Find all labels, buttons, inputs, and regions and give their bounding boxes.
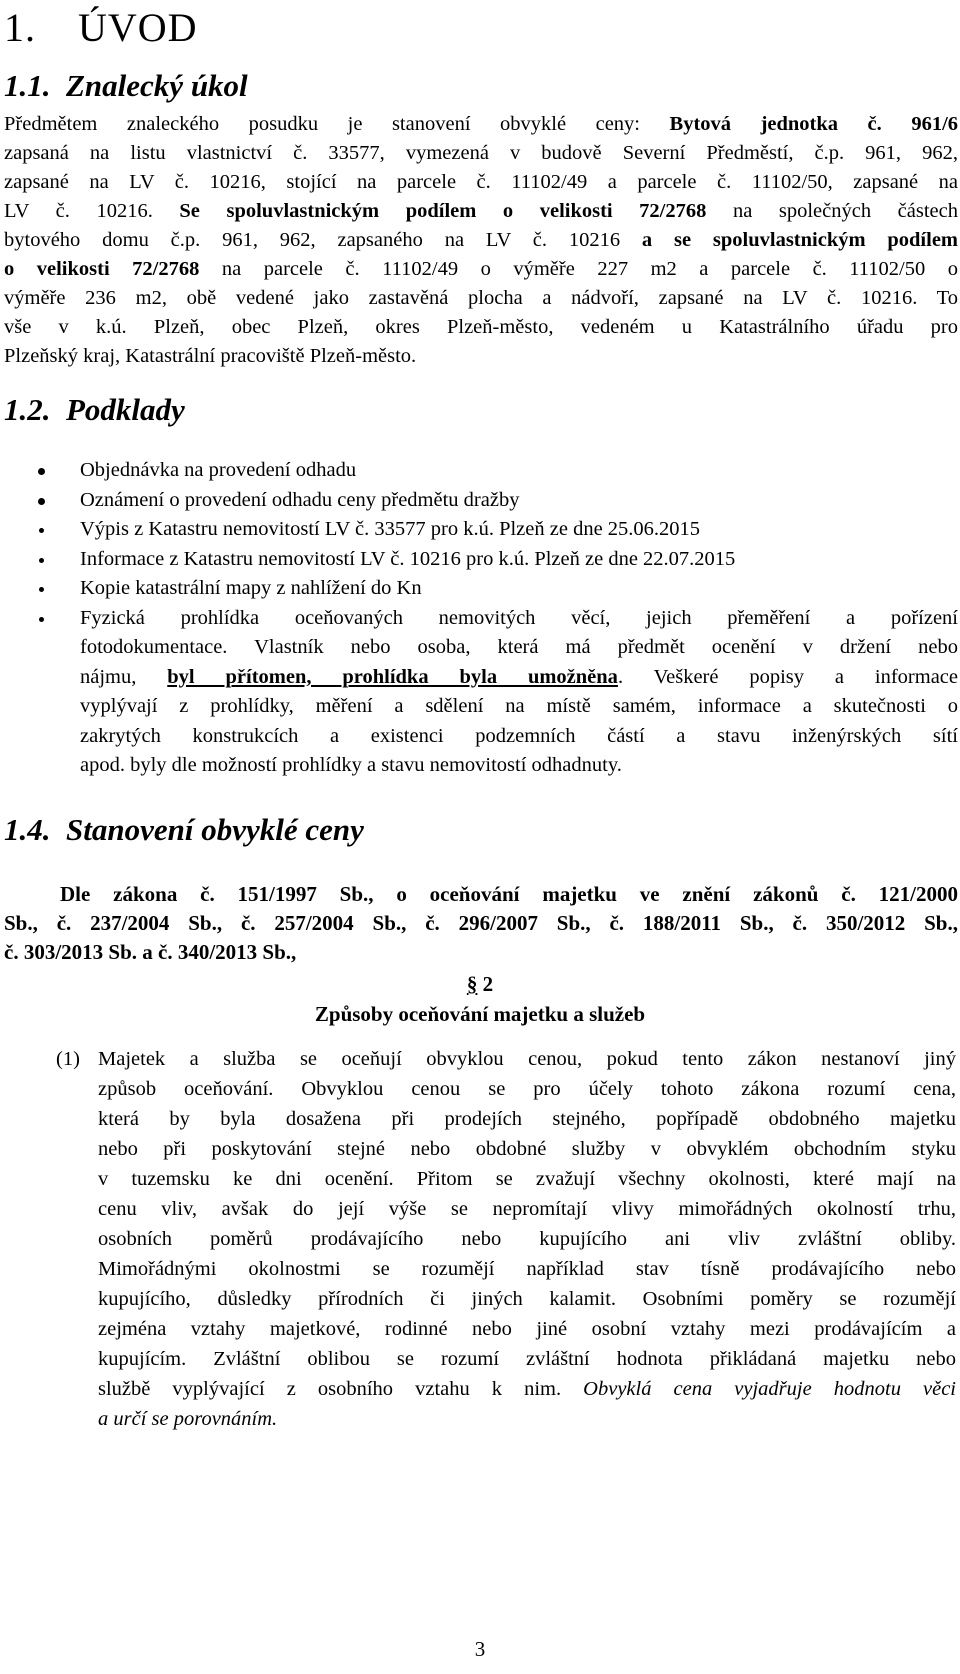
chapter-number: 1. (4, 5, 36, 50)
section-heading-docs (4, 392, 185, 428)
text-line: bytového domu č.p. 961, 962, zapsaného na LV č. 10216 a se spoluvlastnickým podílem (4, 229, 958, 251)
list-item: Kopie katastrální mapy z nahlížení do Kn (0, 574, 958, 604)
section-title: Znalecký úkol (66, 68, 248, 103)
section-number: 1.1. (4, 68, 51, 103)
text-line: zapsané na LV č. 10216, stojící na parcele č. 11102/49 a parcele č. 11102/50, zapsané na (4, 171, 958, 193)
section-number: 1.2. (4, 392, 51, 427)
section-heading-task (4, 68, 248, 104)
intro-paragraph (4, 110, 958, 371)
list-item: Fyzická prohlídka oceňovaných nemovitých věcí, jejich přeměření a pořízení fotodokumentace. Vlastník nebo osoba, která má předmět ocenění v držení nebo nájmu, byl přítomen, prohlídka byla umožněna. Veškeré popisy a informace vyplývají z prohlídky, měření a sdělení na místě samém, informace a skutečnosti o zakrytých konstrukcích a existenci podzemních částí a stavu inženýrských sítí apod. byly dle možností prohlídky a stavu nemovitostí odhadnuty. (0, 604, 958, 781)
bullet-icon (39, 587, 44, 592)
list-item: Oznámení o provedení odhadu ceny předmětu dražby (0, 486, 958, 516)
underlined-statement: byl přítomen, prohlídka byla umožněna (167, 665, 618, 688)
text-line: výměře 236 m2, obě vedené jako zastavěná plocha a nádvoří, zapsané na LV č. 10216. To (4, 287, 958, 309)
law-clause: (1) Majetek a služba se oceňují obvyklou cenou, pokud tento zákon nestanoví jiný způsob oceňování. Obvyklou cenou se pro účely tohoto zákona rozumí cena, která by byla dosažena při prodejích stejného, popřípadě obdobného majetku nebo při poskytování stejné nebo obdobné služby v obvyklém obchodním styku v tuzemsku ke dni ocenění. Přitom se zvažují všechny okolnosti, které mají na cenu vliv, avšak do její výše se nepromítají vlivy mimořádných okolností trhu, osobních poměrů prodávajícího nebo kupujícího ani vliv zvláštní obliby. Mimořádnými okolnostmi se rozumějí například stav tísně prodávajícího nebo kupujícího, důsledky přírodních či jiných kalamit. Osobními poměry se rozumějí zejména vztahy majetkové, rodinné nebo jiné osobní vztahy mezi prodávajícím a kupujícím. Zvláštní oblibou se rozumí zvláštní hodnota přikládaná majetku nebo službě vyplývající z osobního vztahu k nim. Obvyklá cena vyjadřuje hodnotu věci a určí se porovnáním. (56, 1044, 956, 1434)
section-title: Podklady (66, 392, 185, 427)
bullet-icon (38, 468, 45, 475)
bullet-icon (39, 617, 44, 622)
text-line: vše v k.ú. Plzeň, obec Plzeň, okres Plzeň-město, vedeném u Katastrálního úřadu pro (4, 316, 958, 338)
law-reference: Dle zákona č. 151/1997 Sb., o oceňování majetku ve znění zákonů č. 121/2000 Sb., č. 237/2004 Sb., č. 257/2004 Sb., č. 296/2007 Sb., č. 188/2011 Sb., č. 350/2012 Sb., č. 303/2013 Sb. a č. 340/2013 Sb., (4, 882, 958, 964)
text-line: LV č. 10216. Se spoluvlastnickým podílem o velikosti 72/2768 na společných částech (4, 200, 958, 222)
bullet-icon (39, 528, 44, 533)
text-line: o velikosti 72/2768 na parcele č. 11102/49 o výměře 227 m2 a parcele č. 11102/50 o (4, 258, 958, 280)
paragraph-symbol: § 2 (466, 972, 494, 996)
text-line: Plzeňský kraj, Katastrální pracoviště Plzeň-město. (4, 345, 417, 367)
chapter-heading (4, 4, 198, 51)
section-heading-price (4, 812, 364, 848)
list-item: Objednávka na provedení odhadu (0, 456, 958, 486)
page-number: 3 (474, 1637, 486, 1661)
list-item: Informace z Katastru nemovitostí LV č. 10216 pro k.ú. Plzeň ze dne 22.07.2015 (0, 545, 958, 575)
list-item: Výpis z Katastru nemovitostí LV č. 33577 pro k.ú. Plzeň ze dne 25.06.2015 (0, 515, 958, 545)
section-number: 1.4. (4, 812, 51, 847)
clause-number: (1) (56, 1048, 80, 1070)
chapter-title: ÚVOD (78, 5, 198, 50)
text-line: zapsaná na listu vlastnictví č. 33577, vymezená v budově Severní Předměstí, č.p. 961, 962, (4, 142, 958, 164)
bullet-icon (39, 558, 44, 563)
bullet-icon (38, 498, 45, 505)
paragraph-title: Způsoby oceňování majetku a služeb (314, 1002, 646, 1026)
documents-list (0, 456, 958, 781)
section-title: Stanovení obvyklé ceny (66, 812, 364, 847)
text-line: Předmětem znaleckého posudku je stanovení obvyklé ceny: Bytová jednotka č. 961/6 (4, 113, 959, 135)
